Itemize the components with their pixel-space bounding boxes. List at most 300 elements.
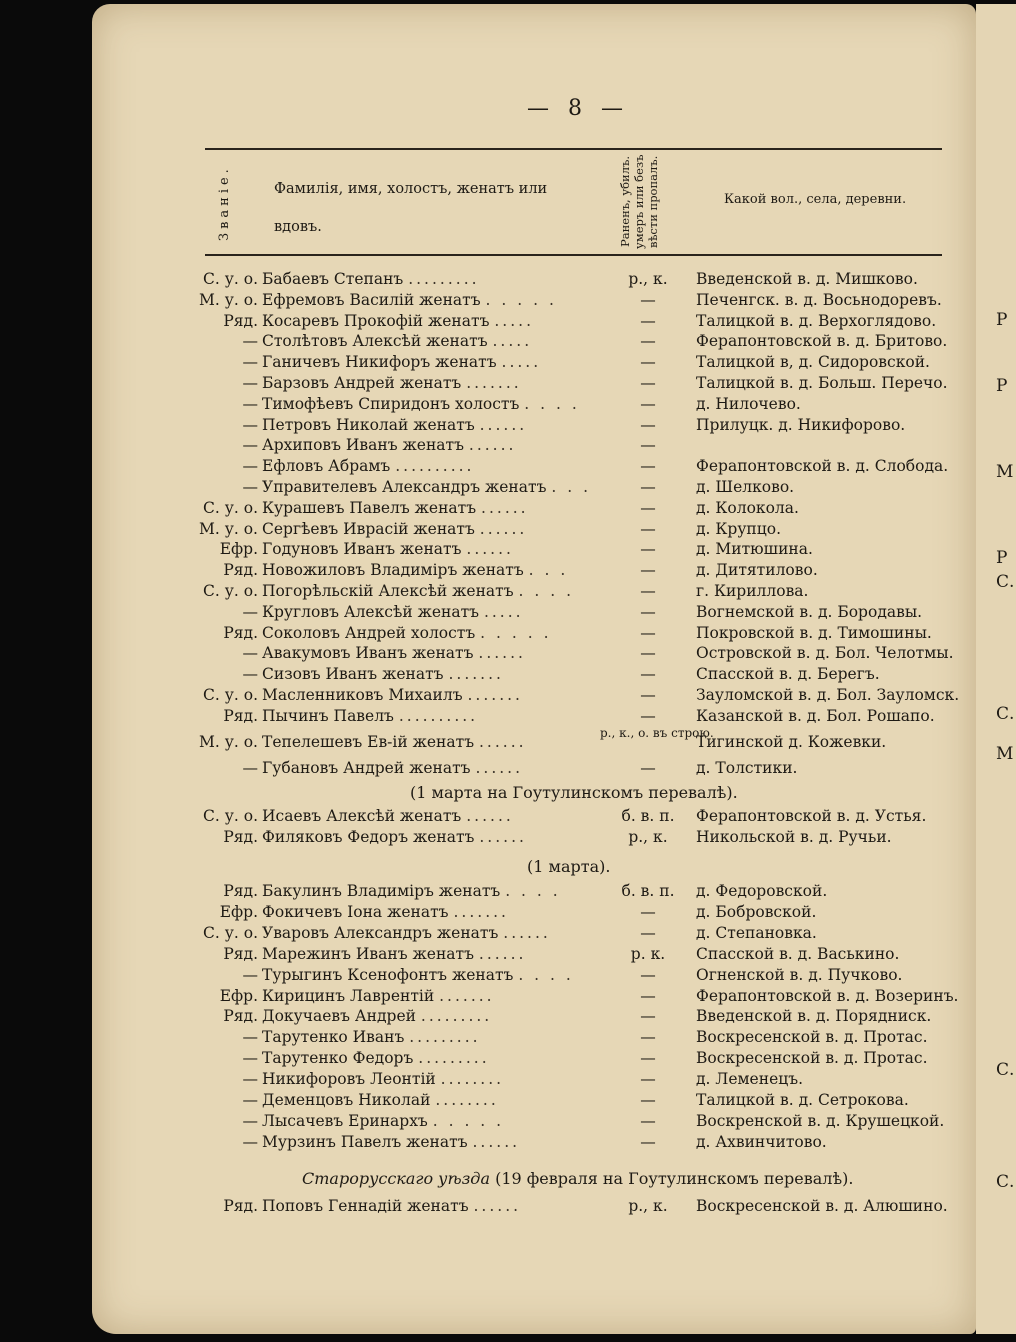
page-number: — 8 — <box>527 96 629 121</box>
place-cell: Воскресенской в. д. Протас. <box>696 1028 928 1047</box>
leader-dots: ...... <box>468 436 517 455</box>
rank-cell: — <box>242 1111 258 1130</box>
name-cell <box>262 582 574 600</box>
table-row <box>0 520 1011 541</box>
rank-cell: — <box>242 1091 258 1109</box>
table-row <box>0 270 1011 291</box>
table-row <box>0 966 1011 987</box>
header-top-rule <box>205 148 942 150</box>
name-cell <box>262 291 557 309</box>
place-cell: Талицкой в. д. Сетрокова. <box>696 1091 909 1109</box>
rank-cell: — <box>242 332 258 351</box>
table-row <box>0 1091 1011 1112</box>
leader-dots: ......... <box>418 1049 490 1068</box>
leader-dots: .......... <box>395 457 475 476</box>
soldier-name: Тарутенко Иванъ <box>262 1028 410 1047</box>
leader-dots: ......... <box>409 1028 481 1047</box>
status-cell: — <box>640 478 656 496</box>
soldier-name: Ефловъ Абрамъ <box>262 457 396 476</box>
status-cell: — <box>640 415 656 434</box>
soldier-name: Барзовъ Андрей женатъ <box>262 374 467 392</box>
status-cell: — <box>640 290 656 309</box>
rank-cell: Ряд. <box>223 706 258 725</box>
rank-cell: С. у. о. <box>203 923 258 942</box>
status-cell: — <box>640 706 656 725</box>
name-cell <box>262 395 580 413</box>
soldier-name: Мурзинъ Павелъ женатъ <box>262 1132 473 1151</box>
rank-cell: С. у. о. <box>203 582 258 600</box>
section-heading: (1 марта). <box>527 857 611 876</box>
leader-dots: ...... <box>466 540 514 559</box>
table-row <box>0 1007 1011 1028</box>
status-cell: — <box>640 561 656 580</box>
section-district: Старорусскаго уѣзда <box>302 1169 490 1188</box>
name-cell <box>262 416 527 434</box>
soldier-name: Тепелешевъ Ев-ій женатъ <box>262 733 479 751</box>
place-cell: Ферапонтовской в. д. Возеринъ. <box>696 986 959 1005</box>
status-cell: — <box>640 436 656 455</box>
soldier-name: Архиповъ Иванъ женатъ <box>262 436 469 455</box>
status-cell: — <box>640 353 656 372</box>
table-row <box>0 540 1011 561</box>
status-cell: — <box>640 1111 656 1130</box>
rank-cell: — <box>242 1132 258 1151</box>
soldier-name: Фокичевъ Іона женатъ <box>262 902 454 921</box>
margin-letter: М <box>996 462 1014 482</box>
status-cell: — <box>640 374 656 392</box>
soldier-name: Тимофѣевъ Спиридонъ холостъ <box>262 394 525 413</box>
place-cell: Талицкой в. д. Больш. Перечо. <box>696 374 948 392</box>
place-cell: Введенской в. д. Порядниск. <box>696 1007 932 1026</box>
status-cell: б. в. п. <box>621 807 675 825</box>
table-row <box>0 291 1011 312</box>
rank-cell: Ефр. <box>219 986 258 1005</box>
margin-letter: С. <box>996 572 1015 592</box>
soldier-name: Исаевъ Алексѣй женатъ <box>262 807 467 825</box>
status-cell: — <box>640 498 656 517</box>
rank-cell: Ряд. <box>223 1197 258 1215</box>
place-cell: Талицкой в. д. Верхоглядово. <box>696 311 937 330</box>
place-cell: д. Колокола. <box>696 498 799 517</box>
name-cell <box>262 644 526 662</box>
name-cell <box>262 457 475 475</box>
margin-letter: М <box>996 744 1014 764</box>
table-row <box>0 478 1011 499</box>
name-cell <box>262 499 529 517</box>
leader-dots: ....... <box>466 374 522 392</box>
name-cell <box>262 436 516 454</box>
rank-cell: Ряд. <box>223 944 258 963</box>
name-cell <box>262 686 523 704</box>
place-cell: Спасской в. д. Васькино. <box>696 944 900 963</box>
leader-dots: ...... <box>479 415 528 434</box>
leader-dots: . . . . . <box>485 290 557 309</box>
rank-cell: Ряд. <box>223 623 258 642</box>
leader-dots: ...... <box>466 807 514 825</box>
table-row <box>0 332 1011 353</box>
status-cell: — <box>640 1049 656 1068</box>
place-cell: д. Дитятилово. <box>696 561 818 580</box>
soldier-name: Кирицинъ Лаврентій <box>262 986 440 1005</box>
status-cell: — <box>640 540 656 559</box>
rank-cell: С. у. о. <box>203 807 258 825</box>
name-cell <box>262 270 480 288</box>
soldier-name: Косаревъ Прокофій женатъ <box>262 311 495 330</box>
name-cell <box>262 759 523 777</box>
soldier-name: Филяковъ Федоръ женатъ <box>262 828 480 846</box>
name-cell <box>262 882 561 900</box>
name-cell <box>262 828 527 846</box>
soldier-name: Петровъ Николай женатъ <box>262 415 480 434</box>
rank-cell: С. у. о. <box>203 498 258 517</box>
leader-dots: ....... <box>448 665 504 684</box>
soldier-name: Марежинъ Иванъ женатъ <box>262 944 479 963</box>
leader-dots: . . . . <box>505 882 561 900</box>
rank-cell: Ефр. <box>219 540 258 559</box>
place-cell: Вогнемской в. д. Бородавы. <box>696 602 923 621</box>
rank-cell: — <box>242 353 258 372</box>
name-cell <box>262 540 514 558</box>
name-cell <box>262 332 532 350</box>
place-cell: Покровской в. д. Тимошины. <box>696 623 932 642</box>
table-row <box>0 882 1011 903</box>
name-cell <box>262 807 514 825</box>
status-cell: — <box>640 965 656 984</box>
leader-dots: . . . <box>528 561 569 580</box>
place-cell: Казанской в. д. Бол. Рошапо. <box>696 706 935 725</box>
table-row <box>0 1028 1011 1049</box>
margin-letter: Р <box>996 548 1008 568</box>
soldier-name: Годуновъ Иванъ женатъ <box>262 540 467 559</box>
name-cell <box>262 1049 490 1067</box>
name-cell <box>262 1070 504 1088</box>
table-row <box>0 312 1011 333</box>
leader-dots: ...... <box>475 759 524 777</box>
status-cell: р. к. <box>630 944 666 963</box>
rank-cell: С. у. о. <box>203 270 258 288</box>
name-cell <box>262 945 526 963</box>
rank-cell: С. у. о. <box>203 686 258 704</box>
soldier-name: Ганичевъ Никифоръ женатъ <box>262 353 502 372</box>
table-row <box>0 1049 1011 1070</box>
section-heading <box>302 1169 853 1188</box>
leader-dots: . . . . . <box>480 623 552 642</box>
name-cell <box>262 903 509 921</box>
soldier-name: Масленниковъ Михаилъ <box>262 686 468 704</box>
status-cell: р., к., о. въ строю. <box>600 726 714 740</box>
status-cell: — <box>640 519 656 538</box>
name-cell <box>262 987 495 1005</box>
soldier-name: Сизовъ Иванъ женатъ <box>262 665 449 684</box>
table-row <box>0 1197 1011 1218</box>
soldier-name: Погорѣльскій Алексѣй женатъ <box>262 582 519 600</box>
place-cell: Ферапонтовской в. д. Слобода. <box>696 457 949 476</box>
soldier-name: Докучаевъ Андрей <box>262 1007 421 1026</box>
place-cell: Тигинской д. Кожевки. <box>696 733 887 751</box>
rank-cell: — <box>242 759 258 777</box>
soldier-name: Сергѣевъ Иврасій женатъ <box>262 519 480 538</box>
table-row <box>0 807 1011 828</box>
margin-letter: С. <box>996 1172 1015 1192</box>
place-cell: Ферапонтовской в. д. Бритово. <box>696 332 948 351</box>
status-cell: — <box>640 686 656 704</box>
rank-cell: — <box>242 1049 258 1068</box>
leader-dots: .......... <box>398 706 479 725</box>
table-row <box>0 374 1011 395</box>
leader-dots: ...... <box>503 923 551 942</box>
leader-dots: ........ <box>435 1091 499 1109</box>
rank-cell: Ефр. <box>219 902 258 921</box>
status-cell: — <box>640 311 656 330</box>
place-cell: Никольской в. д. Ручьи. <box>696 828 892 846</box>
table-row <box>0 987 1011 1008</box>
place-cell: Прилуцк. д. Никифорово. <box>696 415 906 434</box>
name-cell <box>262 1007 492 1025</box>
leader-dots: . . . . <box>524 394 580 413</box>
rank-cell: Ряд. <box>223 1007 258 1026</box>
table-row <box>0 644 1011 665</box>
table-row <box>0 665 1011 686</box>
table-row <box>0 353 1011 374</box>
status-cell: р., к. <box>628 1197 668 1215</box>
rank-cell: — <box>242 436 258 455</box>
place-cell: д. Шелково. <box>696 478 795 496</box>
rank-cell: — <box>242 1070 258 1089</box>
place-cell: Зауломской в. д. Бол. Зауломск. <box>696 686 960 704</box>
place-cell: д. Ахвинчитово. <box>696 1132 827 1151</box>
table-row <box>0 624 1011 645</box>
place-cell: Островской в. д. Бол. Челотмы. <box>696 644 954 663</box>
rank-cell: — <box>242 965 258 984</box>
table-row <box>0 561 1011 582</box>
name-cell <box>262 707 478 725</box>
leader-dots: . . . . <box>518 582 575 600</box>
place-cell: д. Нилочево. <box>696 394 801 413</box>
leader-dots: ..... <box>501 353 542 372</box>
name-cell <box>262 1133 520 1151</box>
leader-dots: ...... <box>478 644 526 663</box>
place-cell: Воскресенской в. д. Алюшино. <box>696 1197 948 1215</box>
status-cell: — <box>640 582 656 600</box>
place-cell: Воскренской в. д. Крушецкой. <box>696 1111 945 1130</box>
name-cell <box>262 312 534 330</box>
soldier-name: Управителевъ Александръ женатъ <box>262 478 552 496</box>
leader-dots: ..... <box>492 332 533 351</box>
place-cell: Спасской в. д. Берегъ. <box>696 665 880 684</box>
section-heading: (1 марта на Гоутулинскомъ перевалѣ). <box>410 783 738 802</box>
rank-cell: — <box>242 644 258 663</box>
leader-dots: ......... <box>420 1007 493 1026</box>
table-row <box>0 457 1011 478</box>
name-cell <box>262 1091 499 1109</box>
status-cell: — <box>640 902 656 921</box>
place-cell: д. Толстики. <box>696 759 798 777</box>
leader-dots: . . . . <box>518 965 574 984</box>
place-cell: д. Степановка. <box>696 923 817 942</box>
rank-cell: — <box>242 457 258 476</box>
soldier-name: Столѣтовъ Алексѣй женатъ <box>262 332 493 351</box>
status-cell: — <box>640 623 656 642</box>
table-row <box>0 436 1011 457</box>
leader-dots: ...... <box>481 498 529 517</box>
leader-dots: ...... <box>478 944 527 963</box>
soldier-name: Ефремовъ Василій женатъ <box>262 290 486 309</box>
soldier-name: Уваровъ Александръ женатъ <box>262 923 504 942</box>
status-cell: р., к. <box>628 828 668 846</box>
place-cell: г. Кириллова. <box>696 582 809 600</box>
soldier-name: Никифоровъ Леонтій <box>262 1070 441 1089</box>
status-cell: б. в. п. <box>621 882 675 900</box>
place-cell: Введенской в. д. Мишково. <box>696 270 918 288</box>
table-row <box>0 945 1011 966</box>
soldier-name: Тарутенко Федоръ <box>262 1049 419 1068</box>
table-row <box>0 686 1011 707</box>
status-cell: — <box>640 923 656 942</box>
status-cell: — <box>640 332 656 351</box>
rank-cell: — <box>242 1028 258 1047</box>
table-row <box>0 759 1011 780</box>
margin-letter: С. <box>996 1060 1015 1080</box>
place-cell: Талицкой в, д. Сидоровской. <box>696 353 930 372</box>
header-status: Раненъ, убилъ. умеръ или безъ вѣсти пропалъ. <box>618 154 660 250</box>
status-cell: — <box>640 759 656 777</box>
status-cell: — <box>640 1070 656 1089</box>
leader-dots: ..... <box>483 602 524 621</box>
name-cell <box>262 1028 481 1046</box>
place-cell: Печенгск. в. д. Восьнодоревъ. <box>696 290 942 309</box>
margin-letter: Р <box>996 310 1008 330</box>
rank-cell: М. у. о. <box>199 733 258 751</box>
soldier-name: Соколовъ Андрей холостъ <box>262 623 481 642</box>
status-cell: — <box>640 394 656 413</box>
rank-cell: Ряд. <box>223 828 258 846</box>
soldier-name: Турыгинъ Ксенофонтъ женатъ <box>262 965 519 984</box>
status-cell: р., к. <box>628 270 668 288</box>
table-row <box>0 1133 1011 1154</box>
header-place: Какой вол., села, деревни. <box>724 192 907 207</box>
name-cell <box>262 1197 521 1215</box>
rank-cell: М. у. о. <box>199 290 258 309</box>
header-name: Фамилія, имя, холостъ, женатъ или вдовъ. <box>274 181 548 235</box>
rank-cell: Ряд. <box>223 882 258 900</box>
status-cell: — <box>640 1007 656 1026</box>
name-cell <box>262 624 552 642</box>
leader-dots: ...... <box>479 828 527 846</box>
table-row <box>0 924 1011 945</box>
table-row <box>0 582 1011 603</box>
soldier-name: Авакумовъ Иванъ женатъ <box>262 644 479 663</box>
leader-dots: ....... <box>439 986 495 1005</box>
soldier-name: Бакулинъ Владиміръ женатъ <box>262 882 506 900</box>
leader-dots: ....... <box>453 902 509 921</box>
name-cell <box>262 733 527 751</box>
status-cell: — <box>640 1028 656 1047</box>
section-date: (19 февраля на Гоутулинскомъ перевалѣ). <box>495 1169 854 1188</box>
leader-dots: . . . . . <box>432 1111 505 1130</box>
soldier-name: Поповъ Геннадій женатъ <box>262 1197 474 1215</box>
soldier-name: Деменцовъ Николай <box>262 1091 436 1109</box>
soldier-name: Курашевъ Павелъ женатъ <box>262 498 482 517</box>
rank-cell: Ряд. <box>223 311 258 330</box>
table-row <box>0 707 1011 728</box>
table-row <box>0 828 1011 849</box>
name-cell <box>262 478 591 496</box>
soldier-name: Бабаевъ Степанъ <box>262 270 409 288</box>
margin-letter: Р <box>996 376 1008 396</box>
place-cell: Ферапонтовской в. д. Устья. <box>696 807 927 825</box>
rank-cell: — <box>242 665 258 684</box>
place-cell: д. Леменецъ. <box>696 1070 803 1089</box>
soldier-name: Пычинъ Павелъ <box>262 706 399 725</box>
leader-dots: ...... <box>479 519 528 538</box>
table-row <box>0 499 1011 520</box>
name-cell <box>262 561 568 579</box>
place-cell: д. Митюшина. <box>696 540 813 559</box>
status-cell: — <box>640 665 656 684</box>
header-rank: Званіе. <box>217 165 232 241</box>
leader-dots: ..... <box>494 311 535 330</box>
status-cell: — <box>640 1091 656 1109</box>
name-cell <box>262 665 504 683</box>
place-cell: д. Бобровской. <box>696 902 817 921</box>
table-row <box>0 726 1011 754</box>
name-cell <box>262 353 541 371</box>
name-cell <box>262 1112 504 1130</box>
status-cell: — <box>640 644 656 663</box>
rank-cell: Ряд. <box>223 561 258 580</box>
leader-dots: ...... <box>479 733 527 751</box>
leader-dots: ...... <box>472 1132 521 1151</box>
status-cell: — <box>640 457 656 476</box>
name-cell <box>262 924 551 942</box>
name-cell <box>262 520 527 538</box>
table-row <box>0 603 1011 624</box>
rank-cell: — <box>242 478 258 496</box>
place-cell: Огненской в. д. Пучково. <box>696 965 903 984</box>
soldier-name: Губановъ Андрей женатъ <box>262 759 476 777</box>
soldier-name: Кругловъ Алексѣй женатъ <box>262 602 484 621</box>
leader-dots: . . . <box>551 478 591 496</box>
soldier-name: Новожиловъ Владиміръ женатъ <box>262 561 529 580</box>
place-cell: д. Федоровской. <box>696 882 828 900</box>
status-cell: — <box>640 602 656 621</box>
rank-cell: — <box>242 374 258 392</box>
place-cell: Воскресенской в. д. Протас. <box>696 1049 928 1068</box>
name-cell <box>262 603 524 621</box>
table-row <box>0 395 1011 416</box>
table-row <box>0 416 1011 437</box>
leader-dots: ......... <box>408 270 480 288</box>
rank-cell: М. у. о. <box>199 519 258 538</box>
header-bottom-rule <box>205 254 942 256</box>
table-row <box>0 903 1011 924</box>
soldier-name: Лысачевъ Еринархъ <box>262 1111 433 1130</box>
rank-cell: — <box>242 415 258 434</box>
leader-dots: ....... <box>467 686 523 704</box>
table-row <box>0 1112 1011 1133</box>
margin-letter: С. <box>996 704 1015 724</box>
place-cell: д. Крупцо. <box>696 519 781 538</box>
name-cell <box>262 966 574 984</box>
rank-cell: — <box>242 602 258 621</box>
leader-dots: ........ <box>440 1070 505 1089</box>
name-cell <box>262 374 522 392</box>
status-cell: — <box>640 1132 656 1151</box>
table-row <box>0 1070 1011 1091</box>
status-cell: — <box>640 986 656 1005</box>
leader-dots: ...... <box>473 1197 522 1215</box>
rank-cell: — <box>242 394 258 413</box>
